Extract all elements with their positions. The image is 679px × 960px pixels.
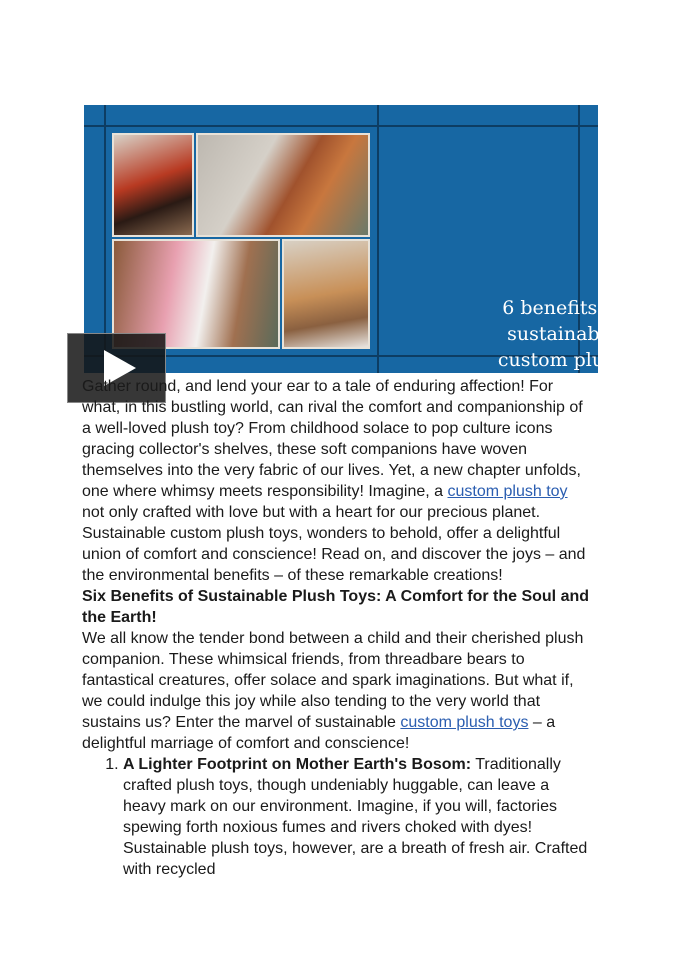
list-item-text: Traditionally crafted plush toys, though undeniably huggable, can leave a heavy mark on our environment. Imagine, if you will, factories spewing forth noxious fumes and rivers choked with dyes! Sustainable plush toys, however, are a breath of fresh air. Crafted with recycled [123, 756, 588, 878]
puppy-plush-photo [282, 239, 370, 349]
red-panda-plush-photo [112, 133, 194, 237]
intro-paragraph [82, 376, 594, 586]
benefits-list [82, 754, 594, 880]
para2-text-end: – a delightful marriage of comfort and conscience! [82, 714, 556, 752]
article-body [82, 376, 594, 880]
section-heading: Six Benefits of Sustainable Plush Toys: A Comfort for the Soul and the Earth! [82, 588, 590, 626]
squirrel-plush-photo [196, 133, 370, 237]
second-paragraph [82, 628, 594, 754]
custom-plush-toy-link[interactable]: custom plush toy [447, 483, 568, 500]
banner-title: 6 benefits of sustainable custom plush toys [497, 297, 627, 397]
custom-plush-toys-link[interactable]: custom plush toys [400, 714, 529, 731]
intro-text-end: not only crafted with love but with a heart for our precious planet. Sustainable custom plush toys, wonders to behold, offer a delightful union of comfort and conscience! Read on, and discover the joys – and the environmental benefits – of these remarkable creations! [82, 504, 586, 584]
para2-text: We all know the tender bond between a child and their cherished plush companion. These whimsical friends, from threadbare bears to fantastical creatures, offer solace and spark imaginations. But what if, we could indulge this joy while also tending to the very world that sustains us? Enter the marvel of sustainable [82, 630, 584, 731]
list-item [123, 754, 594, 880]
intro-text: Gather round, and lend your ear to a tale of enduring affection! For what, in this bustling world, can rival the comfort and companionship of a well-loved plush toy? From childhood solace to pop culture icons gracing collector's shelves, these soft companions have woven themselves into the very fabric of our lives. Yet, a new chapter unfolds, one where whimsy meets responsibility! Imagine, a [82, 378, 583, 500]
list-item-title: A Lighter Footprint on Mother Earth's Bosom: [123, 756, 472, 773]
